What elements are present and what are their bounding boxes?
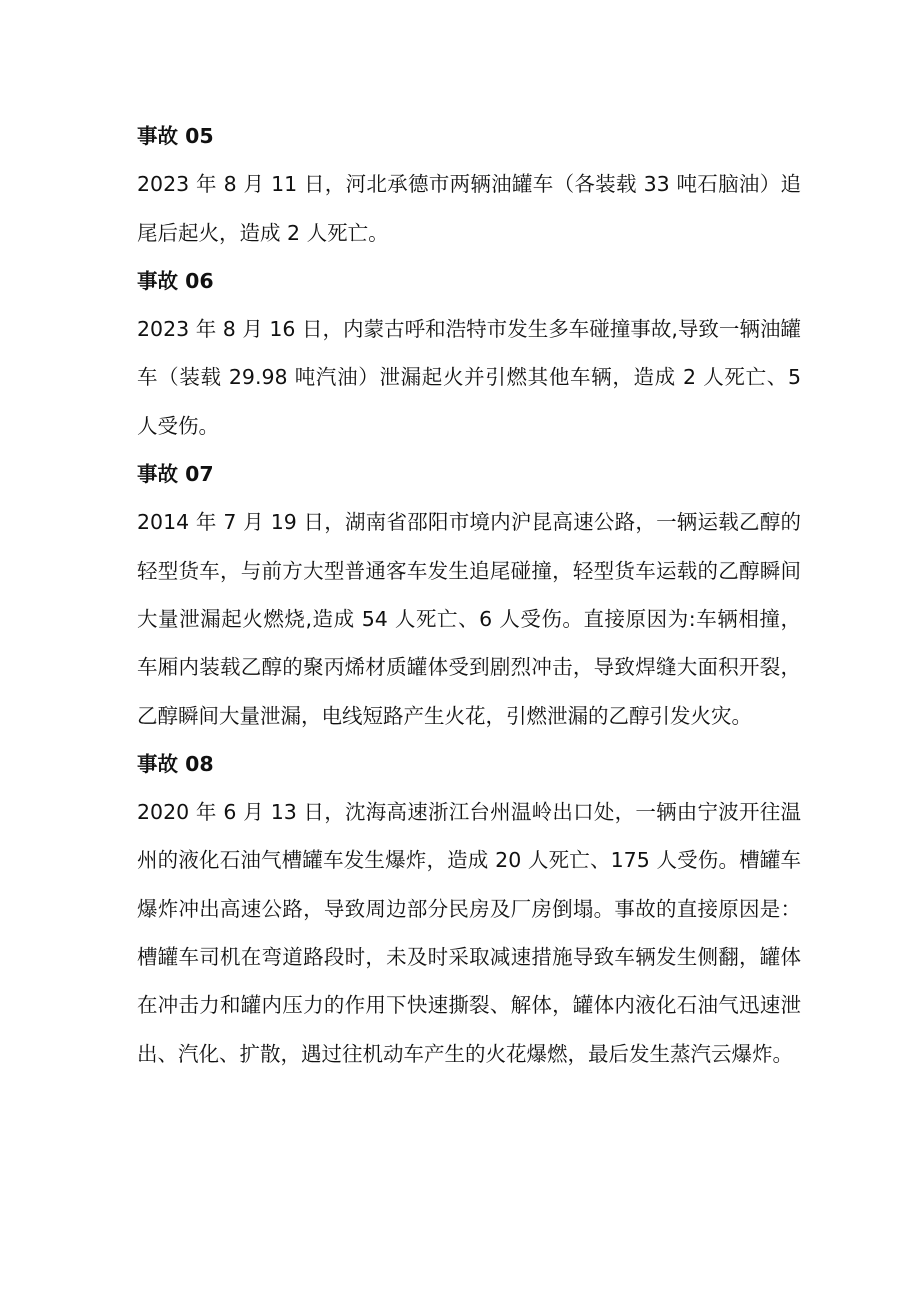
accident-section-08 <box>137 740 801 1078</box>
accident-heading: 事故 08 <box>137 751 214 776</box>
accident-paragraph: 2014 年 7 月 19 日，湖南省邵阳市境内沪昆高速公路，一辆运载乙醇的轻型货车，与前方大型普通客车发生追尾碰撞，轻型货车运载的乙醇瞬间大量泄漏起火燃烧,造成 54 人死亡、6 人受伤。直接原因为:车辆相撞，车厢内装载乙醇的聚丙烯材质罐体受到剧烈冲击，导致焊缝大面积开裂，乙醇瞬间大量泄漏，电线短路产生火花，引燃泄漏的乙醇引发火灾。 <box>137 510 801 728</box>
document-body <box>137 112 801 1078</box>
accident-section-06 <box>137 257 801 450</box>
accident-heading: 事故 05 <box>137 124 214 148</box>
accident-paragraph: 2023 年 8 月 11 日，河北承德市两辆油罐车（各装载 33 吨石脑油）追尾后起火，造成 2 人死亡。 <box>137 172 801 245</box>
accident-heading: 事故 06 <box>137 268 214 293</box>
accident-heading: 事故 07 <box>137 462 214 487</box>
accident-section-05 <box>137 112 801 257</box>
accident-section-07 <box>137 450 801 740</box>
accident-paragraph: 2020 年 6 月 13 日，沈海高速浙江台州温岭出口处，一辆由宁波开往温州的液化石油气槽罐车发生爆炸，造成 20 人死亡、175 人受伤。槽罐车爆炸冲出高速公路，导致周边部分民房及厂房倒塌。事故的直接原因是：槽罐车司机在弯道路段时，未及时采取减速措施导致车辆发生侧翻，罐体在冲击力和罐内压力的作用下快速撕裂、解体，罐体内液化石油气迅速泄出、汽化、扩散，遇过往机动车产生的火花爆燃，最后发生蒸汽云爆炸。 <box>137 800 801 1066</box>
accident-paragraph: 2023 年 8 月 16 日，内蒙古呼和浩特市发生多车碰撞事故,导致一辆油罐车（装载 29.98 吨汽油）泄漏起火并引燃其他车辆，造成 2 人死亡、5 人受伤。 <box>137 317 801 438</box>
